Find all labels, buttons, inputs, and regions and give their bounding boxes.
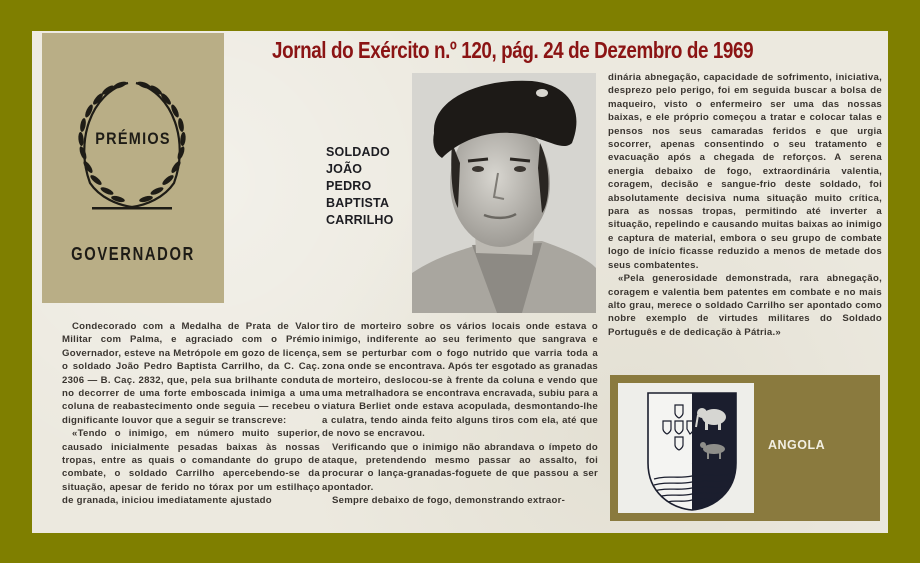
award-subtitle: GOVERNADOR (71, 244, 195, 264)
award-title: PRÉMIOS (95, 129, 171, 148)
name-line: PEDRO (326, 179, 372, 193)
portrait-image (412, 73, 596, 313)
award-panel (42, 33, 224, 303)
paragraph: tiro de morteiro sobre os vários locais onde estava o inimigo, indiferente ao seu ferimento que sangrava e sem se perturbar com o fogo nutrido que varria toda a zona onde se encontrava. Após ter esgotado as granadas de morteiro, deslocou-se à frente da coluna e vendo que uma metralhadora se encontrava encravada, subiu para a viatura Berliet onde estava acopulada, desmontando-lhe a culatra, tendo ainda feito alguns tiros com ela, até que de novo se encravou. (322, 321, 598, 440)
paragraph: dinária abnegação, capacidade de sofrimento, iniciativa, desprezo pelo perigo, foi em seguida buscar a bolsa de maqueiro, visto o enfermeiro ser uma das nossas baixas, e ele próprio começou a tratar e colocar talas e pensos nos seus camaradas feridos e que urgia socorrer, apenas consentindo o seu tratamento e evacuação após a chegada de reforços. A serena energia debaixo de fogo, extraordinária valentia, coragem, decisão e sangue-frio deste soldado, foi absolutamente decisiva numa situação muito crítica, para as nossas tropas, permitindo até inverter a situação, repelindo e causando muitas baixas ao inimigo e captura de material, embora o seu grupo de combate logo de início ficasse reduzido a menos de metade dos seus combatentes. (608, 72, 882, 271)
article-column-2 (322, 320, 598, 508)
article-column-3 (608, 71, 882, 339)
name-line: SOLDADO (326, 145, 390, 159)
paragraph: Verificando que o inimigo não abrandava o ímpeto do ataque, pretendendo mesmo passar ao assalto, foi procurar o lança-granadas-foguete de que passou a ser apontador. (322, 441, 598, 493)
name-line: JOÃO (326, 162, 363, 176)
name-line: CARRILHO (326, 213, 394, 227)
paragraph: Sempre debaixo de fogo, demonstrando extraor- (332, 495, 566, 507)
shield-box (618, 383, 754, 513)
angola-coat-of-arms-icon (618, 383, 754, 513)
headline: Jornal do Exército n.º 120, pág. 24 de Dezembro de 1969 (272, 37, 754, 63)
newspaper-clipping (32, 31, 888, 533)
name-line: BAPTISTA (326, 196, 390, 210)
paragraph: «Pela generosidade demonstrada, rara abnegação, coragem e valentia bem patentes em combate e no mais alto grau, merece o soldado Carrilho ser apontado como nobre exemplo de virtudes militares do Soldado Português e de dedicação à Pátria.» (608, 273, 882, 338)
paragraph: «Tendo o inimigo, em número muito superior, causado inicialmente pesadas baixas às nossas tropas, entre as quais o comandante do grupo de combate, o soldado Carrilho apercebendo-se da situação, apesar de ferido no tórax por um estilhaço de granada, iniciou imediatamente ajustado (62, 428, 320, 507)
article-column-1 (62, 320, 320, 508)
soldier-portrait-photo (412, 73, 596, 313)
angola-panel (610, 375, 880, 521)
angola-label: ANGOLA (768, 438, 826, 452)
soldier-name (326, 144, 416, 229)
paragraph: Condecorado com a Medalha de Prata de Valor Militar com Palma, e agraciado com o Prémio Governador, esteve na Metrópole em gozo de licença, o soldado João Pedro Baptista Carrilho, da C. Caç. 2306 — B. Caç. 2832, que, pela sua brilhante conduta no decorrer de uma forte emboscada inimiga a uma coluna de reabastecimento onde seguia — recebeu o dignificante louvor que a seguir se transcreve: (62, 321, 320, 426)
